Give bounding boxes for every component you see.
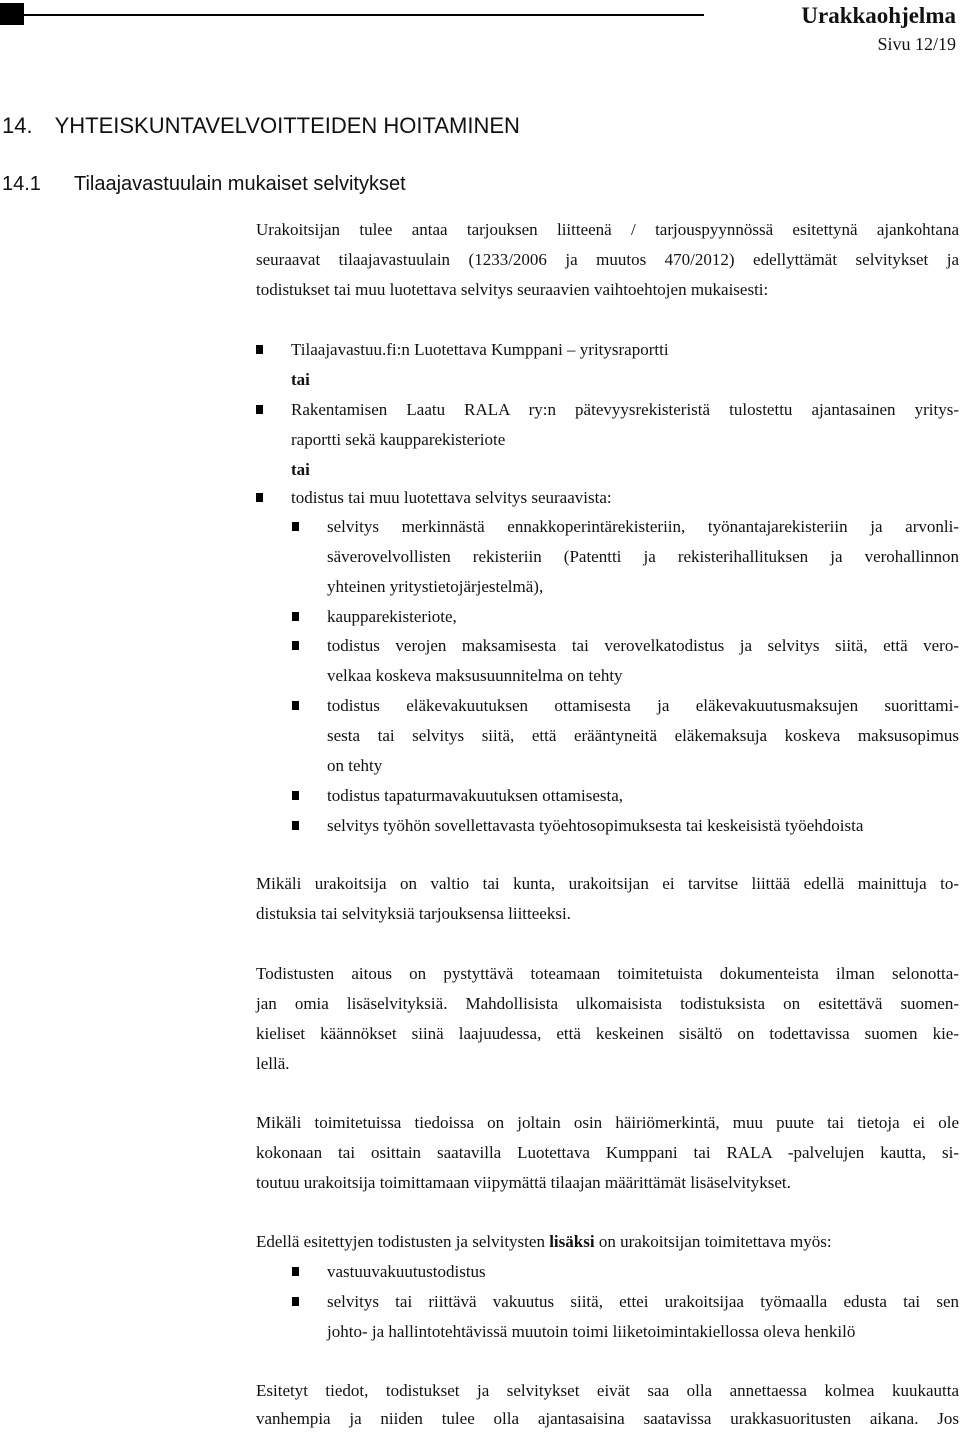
bullet-icon [256, 493, 263, 502]
sub-item: todistus verojen maksamisesta tai verovelkatodistus ja selvitys siitä, että vero- [327, 636, 959, 655]
sub-item: todistus eläkevakuutuksen ottamisesta ja eläkevakuutusmaksujen suorittami- [327, 696, 959, 715]
bullet-icon [292, 791, 299, 800]
additional-intro [256, 1227, 832, 1257]
section-heading: 14. YHTEISKUNTAVELVOITTEIDEN HOITAMINEN [2, 113, 520, 138]
additional-item: vastuuvakuutustodistus [327, 1262, 486, 1281]
option-or: tai [291, 370, 310, 389]
page-number: Sivu 12/19 [877, 34, 956, 54]
paragraph-line: toutuu urakoitsija toimittamaan viipymättä tilaajan määrittämät lisäselvitykset. [256, 1173, 791, 1192]
paragraph-line: distuksia tai selvityksiä tarjouksensa liitteeksi. [256, 904, 571, 923]
paragraph-line: Esitetyt tiedot, todistukset ja selvitykset eivät saa olla annettaessa kolmea kuukautta [256, 1381, 959, 1400]
additional-intro-bold: lisäksi [549, 1232, 595, 1251]
paragraph-line: kieliset käännökset siinä laajuudessa, että keskeinen sisältö on todettavissa suomen kie- [256, 1024, 959, 1043]
bullet-icon [256, 405, 263, 414]
paragraph-line: Mikäli urakoitsija on valtio tai kunta, urakoitsijan ei tarvitse liittää edellä mainittuja to- [256, 874, 959, 893]
sub-item-cont: velkaa koskeva maksusuunnitelma on tehty [327, 666, 623, 685]
paragraph-line: vanhempia ja niiden tulee olla ajantasaisina saatavissa urakkasuoritusten aikana. Jos [256, 1409, 959, 1428]
option-item: Tilaajavastuu.fi:n Luotettava Kumppani – yritysraportti [291, 340, 669, 359]
paragraph-line: Mikäli toimitetuissa tiedoissa on joltain osin häiriömerkintä, muu puute tai tietoja ei ole [256, 1113, 959, 1132]
option-item: Rakentamisen Laatu RALA ry:n pätevyysrekisteristä tulostettu ajantasainen yritys- [291, 400, 959, 419]
bullet-icon [292, 1267, 299, 1276]
additional-item-cont: johto- ja hallintotehtävissä muutoin toimi liiketoimintakiellossa oleva henkilö [327, 1322, 856, 1341]
paragraph-line: kokonaan tai osittain saatavilla Luotettava Kumppani tai RALA -palvelujen kautta, si- [256, 1143, 959, 1162]
option-item-cont: raportti sekä kaupparekisteriote [291, 430, 506, 449]
intro-line: seuraavat tilaajavastuulain (1233/2006 ja muutos 470/2012) edellyttämät selvitykset ja [256, 250, 959, 269]
bullet-icon [292, 701, 299, 710]
sub-item-cont: säverovelvollisten rekisteriin (Patentti ja rekisterihallituksen ja verohallinnon [327, 547, 959, 566]
additional-item: selvitys tai riittävä vakuutus siitä, ettei urakoitsijaa työmaalla edusta tai sen [327, 1292, 959, 1311]
sub-item: selvitys työhön sovellettavasta työehtosopimuksesta tai keskeisistä työehdoista [327, 816, 864, 835]
paragraph-line: jan omia lisäselvityksiä. Mahdollisista ulkomaisista todistuksista on esitettävä suomen- [256, 994, 959, 1013]
subsection-heading [2, 173, 406, 196]
document-title: Urakkaohjelma [801, 3, 956, 28]
sub-item: todistus tapaturmavakuutuksen ottamisesta, [327, 786, 624, 805]
subsection-number: 14.1 [2, 173, 41, 195]
intro-line: Urakoitsijan tulee antaa tarjouksen liitteenä / tarjouspyynnössä esitettynä ajankohtana [256, 220, 959, 239]
sub-item: kaupparekisteriote, [327, 607, 457, 626]
option-item: todistus tai muu luotettava selvitys seuraavista: [291, 488, 612, 507]
sub-item-cont: sesta tai selvitys siitä, että erääntyneitä eläkemaksuja koskeva maksusopimus [327, 726, 959, 745]
bullet-icon [292, 612, 299, 621]
header-logo-square [0, 3, 24, 25]
bullet-icon [292, 1297, 299, 1306]
header-rule [24, 14, 704, 16]
subsection-title: Tilaajavastuulain mukaiset selvitykset [74, 173, 406, 195]
sub-item: selvitys merkinnästä ennakkoperintärekisteriin, työnantajarekisteriin ja arvonli- [327, 517, 959, 536]
additional-intro-pre: Edellä esitettyjen todistusten ja selvitysten [256, 1232, 550, 1251]
bullet-icon [292, 641, 299, 650]
bullet-icon [256, 345, 263, 354]
bullet-icon [292, 522, 299, 531]
sub-item-cont: on tehty [327, 756, 383, 775]
option-or: tai [291, 460, 310, 479]
paragraph-line: Todistusten aitous on pystyttävä toteamaan toimitetuista dokumenteista ilman selonotta- [256, 964, 959, 983]
additional-intro-post: on urakoitsijan toimitettava myös: [594, 1232, 832, 1251]
sub-item-cont: yhteinen yritystietojärjestelmä), [327, 577, 544, 596]
paragraph-line: lellä. [256, 1054, 290, 1073]
bullet-icon [292, 821, 299, 830]
intro-line: todistukset tai muu luotettava selvitys seuraavien vaihtoehtojen mukaisesti: [256, 280, 769, 299]
